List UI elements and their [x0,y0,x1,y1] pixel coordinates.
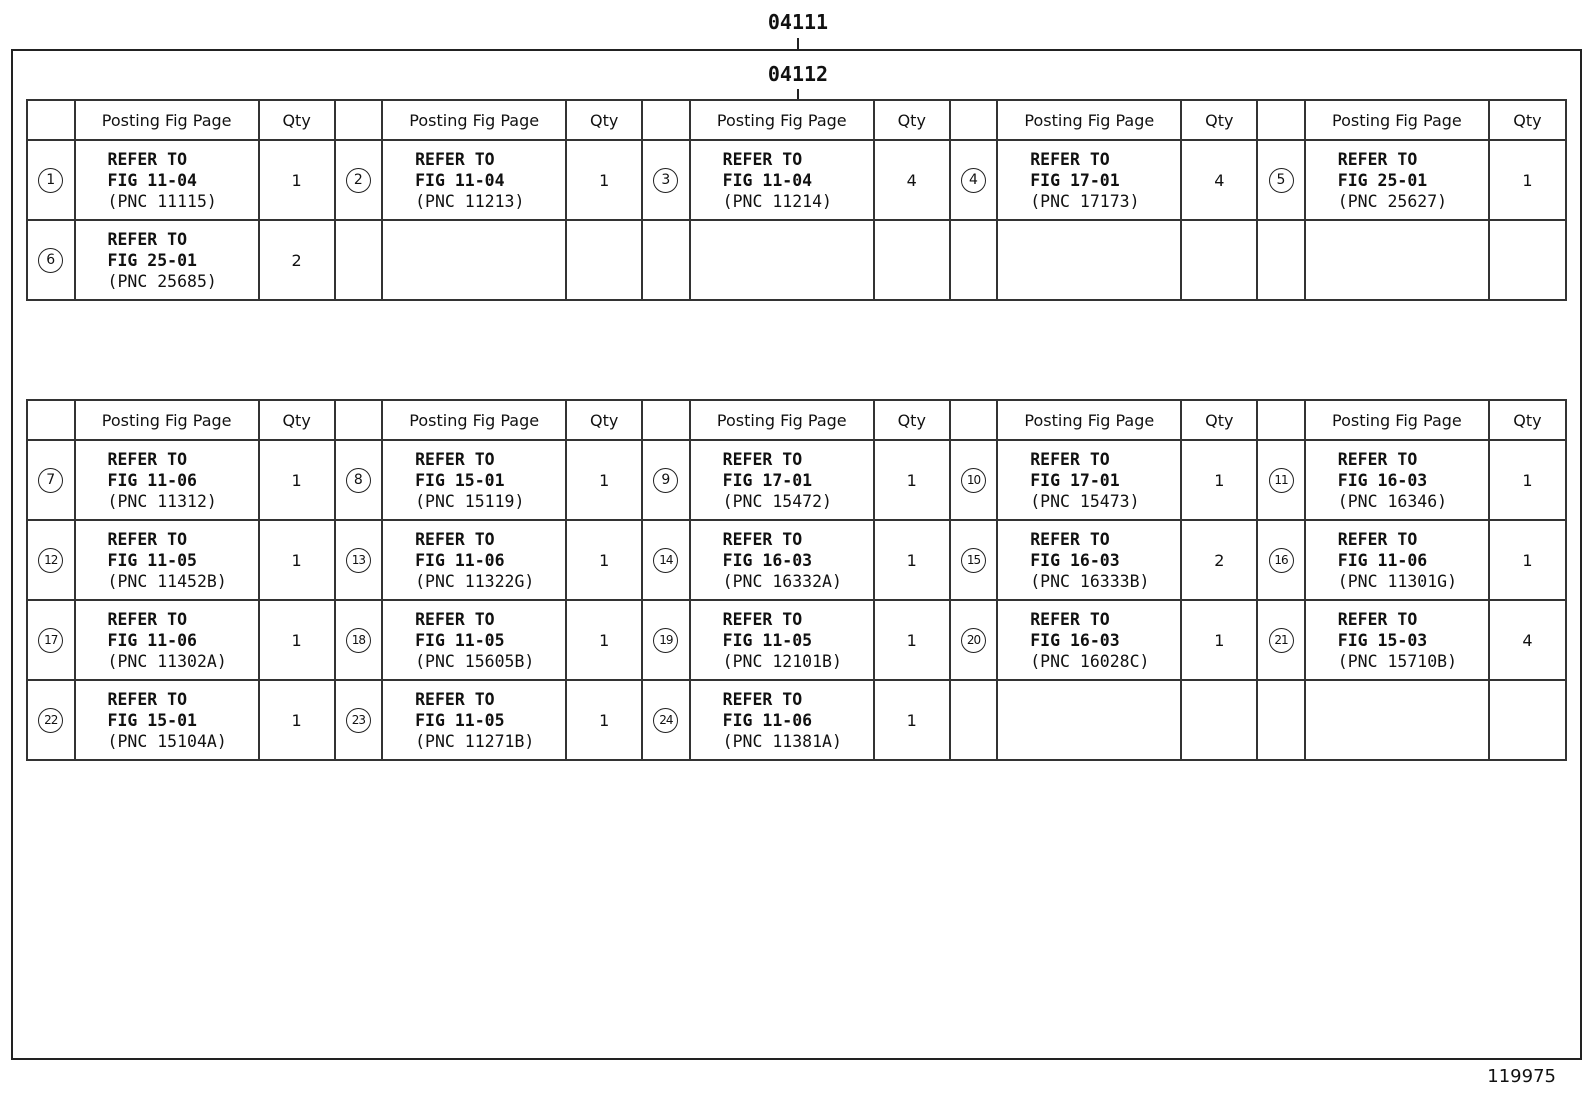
empty-cell [1489,220,1566,300]
callout-cell [335,600,383,680]
pnc-reference: (PNC 17173) [1030,191,1140,211]
header-row [27,400,1566,440]
header-posting: Posting Fig Page [690,400,874,440]
qty-cell: 4 [1181,140,1257,220]
header-qty: Qty [1181,400,1257,440]
empty-cell [642,220,690,300]
callout-cell [27,220,75,300]
posting-fig-page-cell [75,600,259,680]
refer-to-text: REFER TO [415,529,495,549]
header-qty: Qty [874,400,950,440]
callout-cell [27,680,75,760]
callout-number: 22 [38,708,63,733]
callout-cell [1257,600,1305,680]
posting-fig-page-cell [690,680,874,760]
table-row [27,140,1566,220]
empty-cell [1489,680,1566,760]
empty-cell [690,220,874,300]
fig-reference[interactable]: FIG 11-05 [415,630,505,650]
qty-cell: 1 [1489,520,1566,600]
qty-cell: 1 [566,520,642,600]
refer-to-text: REFER TO [415,609,495,629]
empty-cell [1257,220,1305,300]
callout-cell [27,440,75,520]
posting-fig-page-cell [1305,140,1489,220]
refer-to-text: REFER TO [1030,609,1110,629]
empty-cell [874,220,950,300]
posting-fig-page-cell [997,520,1181,600]
pnc-reference: (PNC 25627) [1337,191,1448,211]
posting-fig-page-cell [75,440,259,520]
callout-cell [642,140,690,220]
callout-number: 3 [653,168,678,193]
table-row [27,520,1566,600]
fig-reference[interactable]: FIG 11-05 [722,630,813,650]
callout-cell [950,600,998,680]
table-row [27,600,1566,680]
pnc-reference: (PNC 25685) [107,271,217,291]
header-qty: Qty [1489,100,1566,140]
qty-cell: 1 [259,140,335,220]
posting-fig-page-cell [690,440,874,520]
callout-number: 16 [1269,548,1294,573]
table-row [27,440,1566,520]
posting-fig-page-cell [75,680,259,760]
qty-cell: 1 [259,680,335,760]
header-qty: Qty [566,400,642,440]
refer-to-text: REFER TO [107,229,188,249]
qty-cell: 1 [1489,140,1566,220]
refer-to-text: REFER TO [1030,149,1110,169]
qty-cell: 1 [259,520,335,600]
callout-cell [950,520,998,600]
qty-cell: 1 [566,440,642,520]
empty-cell [997,680,1181,760]
empty-cell [950,220,998,300]
fig-reference[interactable]: FIG 17-01 [722,470,813,490]
qty-cell: 1 [1181,440,1257,520]
qty-cell: 1 [566,680,642,760]
header-qty: Qty [259,400,335,440]
callout-cell [642,520,690,600]
callout-cell [335,520,383,600]
header-callout-cell [27,100,75,140]
callout-cell [950,140,998,220]
header-posting: Posting Fig Page [1305,100,1489,140]
fig-reference[interactable]: FIG 11-06 [722,710,813,730]
header-qty: Qty [1181,100,1257,140]
empty-cell [1181,220,1257,300]
header-qty: Qty [259,100,335,140]
fig-reference[interactable]: FIG 11-06 [1337,550,1428,570]
fig-reference[interactable]: FIG 17-01 [1030,470,1120,490]
posting-fig-page-cell [75,140,259,220]
header-callout-cell [642,100,690,140]
posting-fig-page-cell [997,440,1181,520]
header-callout-cell [1257,400,1305,440]
table-row [27,680,1566,760]
pnc-reference: (PNC 15473) [1030,491,1140,511]
posting-fig-page-cell [75,520,259,600]
refer-to-text: REFER TO [1337,149,1418,169]
fig-reference[interactable]: FIG 16-03 [722,550,813,570]
callout-cell [335,140,383,220]
fig-reference[interactable]: FIG 25-01 [1337,170,1428,190]
refer-to-text: REFER TO [722,149,803,169]
pnc-reference: (PNC 15119) [415,491,525,511]
callout-cell [950,440,998,520]
header-callout-cell [335,400,383,440]
posting-fig-page-cell [690,520,874,600]
qty-cell: 1 [874,600,950,680]
refer-to-text: REFER TO [1030,449,1110,469]
posting-fig-page-cell [382,680,566,760]
refer-to-text: REFER TO [107,149,188,169]
refer-to-text: REFER TO [722,689,803,709]
header-callout-cell [27,400,75,440]
callout-cell [335,440,383,520]
leader-line-04111 [797,38,799,49]
pnc-reference: (PNC 16346) [1337,491,1448,511]
parts-table-2 [26,399,1567,761]
pnc-reference: (PNC 15605B) [415,651,535,671]
fig-reference[interactable]: FIG 11-06 [107,470,197,490]
fig-reference[interactable]: FIG 15-01 [107,710,197,730]
empty-cell [335,220,383,300]
fig-reference[interactable]: FIG 25-01 [107,250,197,270]
posting-fig-page-cell [382,440,566,520]
callout-number: 19 [653,628,678,653]
header-posting: Posting Fig Page [75,400,259,440]
fig-reference[interactable]: FIG 15-01 [415,470,505,490]
qty-cell: 4 [874,140,950,220]
header-posting: Posting Fig Page [1305,400,1489,440]
fig-reference[interactable]: FIG 11-04 [415,170,505,190]
header-posting: Posting Fig Page [997,100,1181,140]
callout-cell [27,600,75,680]
header-posting: Posting Fig Page [997,400,1181,440]
fig-reference[interactable]: FIG 16-03 [1030,550,1120,570]
fig-reference[interactable]: FIG 11-06 [415,550,505,570]
header-qty: Qty [874,100,950,140]
callout-number: 8 [346,468,371,493]
pnc-reference: (PNC 12101B) [722,651,842,671]
parts-table-1 [26,99,1567,301]
refer-to-text: REFER TO [107,529,188,549]
qty-cell: 1 [874,440,950,520]
callout-number: 4 [961,168,986,193]
callout-cell [1257,520,1305,600]
empty-cell [1181,680,1257,760]
callout-number: 9 [653,468,678,493]
fig-reference[interactable]: FIG 11-04 [107,170,197,190]
empty-cell [1305,220,1489,300]
callout-number: 14 [653,548,678,573]
callout-number: 23 [346,708,371,733]
empty-cell [566,220,642,300]
pnc-reference: (PNC 16028C) [1030,651,1150,671]
empty-cell [997,220,1181,300]
label-04112: 04112 [767,62,829,86]
refer-to-text: REFER TO [107,689,188,709]
qty-cell: 1 [566,600,642,680]
callout-number: 12 [38,548,63,573]
header-qty: Qty [566,100,642,140]
posting-fig-page-cell [997,600,1181,680]
pnc-reference: (PNC 11271B) [415,731,535,751]
fig-reference[interactable]: FIG 11-05 [415,710,505,730]
header-callout-cell [1257,100,1305,140]
refer-to-text: REFER TO [107,449,188,469]
callout-number: 10 [961,468,986,493]
callout-number: 24 [653,708,678,733]
pnc-reference: (PNC 11381A) [722,731,842,751]
refer-to-text: REFER TO [722,529,803,549]
pnc-reference: (PNC 11213) [415,191,525,211]
callout-number: 2 [346,168,371,193]
table-row [27,220,1566,300]
pnc-reference: (PNC 11115) [107,191,217,211]
callout-number: 17 [38,628,63,653]
callout-number: 6 [38,248,63,273]
header-callout-cell [950,100,998,140]
callout-cell [642,440,690,520]
callout-cell [1257,140,1305,220]
empty-cell [382,220,566,300]
posting-fig-page-cell [382,140,566,220]
qty-cell: 1 [1181,600,1257,680]
pnc-reference: (PNC 16333B) [1030,571,1150,591]
callout-number: 15 [961,548,986,573]
posting-fig-page-cell [690,140,874,220]
posting-fig-page-cell [997,140,1181,220]
header-callout-cell [335,100,383,140]
header-posting: Posting Fig Page [382,400,566,440]
callout-number: 13 [346,548,371,573]
refer-to-text: REFER TO [722,449,803,469]
qty-cell: 1 [259,600,335,680]
header-row [27,100,1566,140]
header-callout-cell [642,400,690,440]
pnc-reference: (PNC 11322G) [415,571,535,591]
callout-number: 5 [1269,168,1294,193]
fig-reference[interactable]: FIG 16-03 [1337,470,1428,490]
fig-reference[interactable]: FIG 15-03 [1337,630,1428,650]
pnc-reference: (PNC 11301G) [1337,571,1458,591]
qty-cell: 2 [259,220,335,300]
header-callout-cell [950,400,998,440]
refer-to-text: REFER TO [1337,609,1418,629]
callout-number: 7 [38,468,63,493]
callout-cell [642,680,690,760]
callout-number: 1 [38,168,63,193]
callout-number: 18 [346,628,371,653]
posting-fig-page-cell [1305,600,1489,680]
qty-cell: 2 [1181,520,1257,600]
header-posting: Posting Fig Page [382,100,566,140]
pnc-reference: (PNC 11452B) [107,571,227,591]
label-04111: 04111 [767,10,829,34]
empty-cell [1305,680,1489,760]
pnc-reference: (PNC 11312) [107,491,217,511]
pnc-reference: (PNC 16332A) [722,571,842,591]
pnc-reference: (PNC 15472) [722,491,832,511]
posting-fig-page-cell [382,520,566,600]
refer-to-text: REFER TO [415,449,495,469]
qty-cell: 1 [566,140,642,220]
qty-cell: 1 [1489,440,1566,520]
callout-number: 21 [1269,628,1294,653]
callout-cell [335,680,383,760]
figure-code: 119975 [1487,1066,1556,1087]
fig-reference[interactable]: FIG 11-04 [722,170,813,190]
refer-to-text: REFER TO [415,149,495,169]
callout-number: 11 [1269,468,1294,493]
pnc-reference: (PNC 11302A) [107,651,227,671]
pnc-reference: (PNC 11214) [722,191,832,211]
pnc-reference: (PNC 15710B) [1337,651,1458,671]
qty-cell: 1 [874,680,950,760]
refer-to-text: REFER TO [1030,529,1110,549]
refer-to-text: REFER TO [1337,529,1418,549]
empty-cell [1257,680,1305,760]
qty-cell: 1 [259,440,335,520]
header-posting: Posting Fig Page [690,100,874,140]
callout-cell [1257,440,1305,520]
header-qty: Qty [1489,400,1566,440]
posting-fig-page-cell [382,600,566,680]
pnc-reference: (PNC 15104A) [107,731,227,751]
fig-reference[interactable]: FIG 17-01 [1030,170,1120,190]
fig-reference[interactable]: FIG 11-06 [107,630,197,650]
callout-number: 20 [961,628,986,653]
fig-reference[interactable]: FIG 16-03 [1030,630,1120,650]
fig-reference[interactable]: FIG 11-05 [107,550,197,570]
posting-fig-page-cell [1305,520,1489,600]
posting-fig-page-cell [75,220,259,300]
qty-cell: 4 [1489,600,1566,680]
refer-to-text: REFER TO [107,609,188,629]
posting-fig-page-cell [690,600,874,680]
callout-cell [27,520,75,600]
refer-to-text: REFER TO [415,689,495,709]
refer-to-text: REFER TO [1337,449,1418,469]
posting-fig-page-cell [1305,440,1489,520]
empty-cell [950,680,998,760]
callout-cell [642,600,690,680]
qty-cell: 1 [874,520,950,600]
callout-cell [27,140,75,220]
header-posting: Posting Fig Page [75,100,259,140]
refer-to-text: REFER TO [722,609,803,629]
